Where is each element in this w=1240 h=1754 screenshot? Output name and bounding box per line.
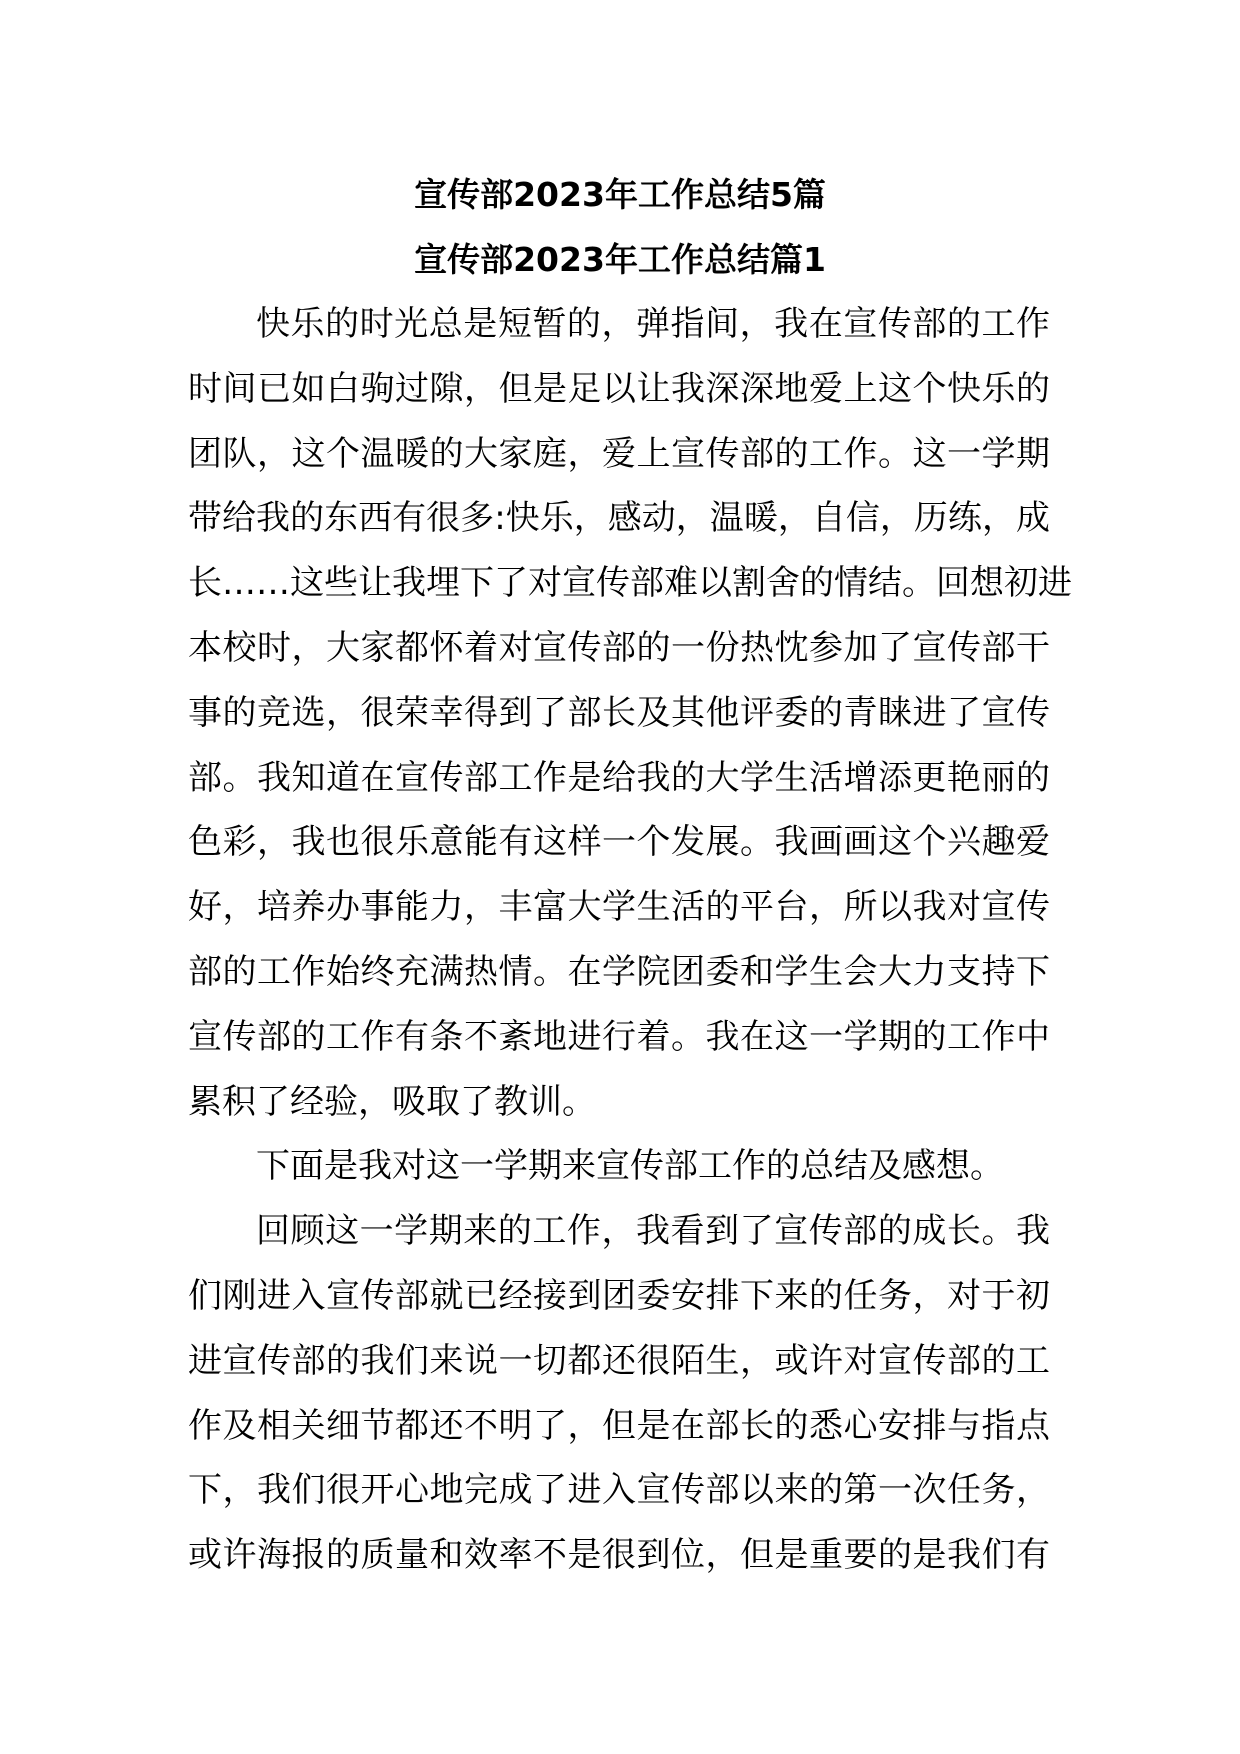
body-line: 快乐的时光总是短暂的，弹指间，我在宣传部的工作	[256, 304, 1050, 344]
body-line: 下面是我对这一学期来宣传部工作的总结及感想。	[256, 1146, 1004, 1187]
section-heading: 宣传部2023年工作总结篇1	[414, 240, 826, 279]
body-line: 下，我们很开心地完成了进入宣传部以来的第一次任务，	[188, 1470, 1050, 1511]
document-body	[188, 292, 1072, 1588]
body-line: 累积了经验，吸取了教训。	[188, 1081, 596, 1122]
document-title: 宣传部2023年工作总结5篇	[414, 175, 826, 214]
body-line: 部。我知道在宣传部工作是给我的大学生活增添更艳丽的	[188, 757, 1050, 798]
body-line: 带给我的东西有很多:快乐，感动，温暖，自信，历练，成	[188, 498, 1050, 539]
body-line: 好，培养办事能力，丰富大学生活的平台，所以我对宣传	[188, 887, 1050, 928]
body-line: 进宣传部的我们来说一切都还很陌生，或许对宣传部的工	[188, 1340, 1050, 1381]
body-line: 宣传部的工作有条不紊地进行着。我在这一学期的工作中	[188, 1016, 1050, 1057]
body-line: 回顾这一学期来的工作，我看到了宣传部的成长。我	[256, 1211, 1050, 1252]
body-line: 时间已如白驹过隙，但是足以让我深深地爱上这个快乐的	[188, 368, 1050, 409]
body-line: 团队，这个温暖的大家庭，爱上宣传部的工作。这一学期	[188, 433, 1050, 474]
body-line: 长……这些让我埋下了对宣传部难以割舍的情结。回想初进	[188, 563, 1072, 604]
body-line: 事的竞选，很荣幸得到了部长及其他评委的青睐进了宣传	[188, 692, 1050, 733]
body-line: 色彩，我也很乐意能有这样一个发展。我画画这个兴趣爱	[188, 822, 1050, 863]
body-line: 本校时，大家都怀着对宣传部的一份热忱参加了宣传部干	[188, 627, 1050, 668]
body-line: 作及相关细节都还不明了，但是在部长的悉心安排与指点	[188, 1405, 1050, 1446]
body-line: 或许海报的质量和效率不是很到位，但是重要的是我们有	[188, 1535, 1050, 1576]
body-line: 部的工作始终充满热情。在学院团委和学生会大力支持下	[188, 951, 1050, 992]
body-line: 们刚进入宣传部就已经接到团委安排下来的任务，对于初	[188, 1275, 1050, 1316]
